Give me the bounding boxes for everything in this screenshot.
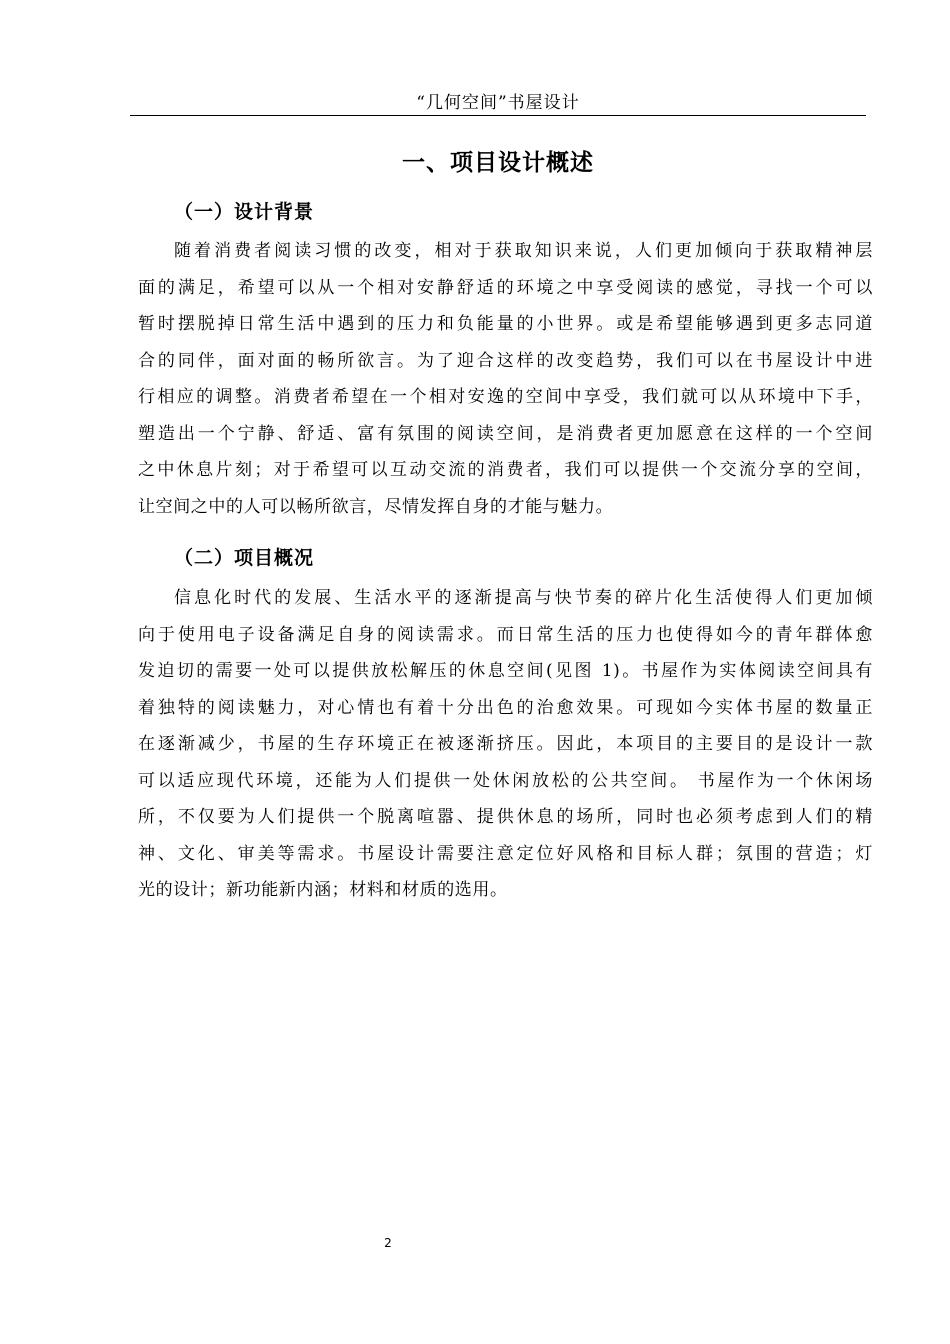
text-line: 塑造出一个宁静、舒适、富有氛围的阅读空间，是消费者更加愿意在这样的一个空间 [138, 423, 873, 444]
text-line: 行相应的调整。消费者希望在一个相对安逸的空间中享受，我们就可以从环境中下手， [138, 387, 873, 407]
subsection-heading-background: （一）设计背景 [174, 201, 315, 223]
text-line: 神、文化、审美等需求。书屋设计需要注意定位好风格和目标人群；氛围的营造；灯 [138, 843, 873, 864]
paragraph-background [138, 233, 873, 525]
text-line: 所，不仅要为人们提供一个脱离喧嚣、提供休息的场所，同时也必须考虑到人们的精 [138, 807, 873, 827]
subsection-heading-overview: （二）项目概况 [174, 547, 315, 569]
section-title: 一、项目设计概述 [402, 150, 594, 176]
text-line: 光的设计；新功能新内涵；材料和材质的选用。 [138, 880, 508, 900]
text-line: 信息化时代的发展、生活水平的逐渐提高与快节奏的碎片化生活使得人们更加倾 [174, 588, 873, 608]
text-line: 向于使用电子设备满足自身的阅读需求。而日常生活的压力也使得如今的青年群体愈 [138, 624, 873, 645]
running-header-title: “几何空间”书屋设计 [416, 93, 580, 113]
text-line: 在逐渐减少，书屋的生存环境正在被逐渐挤压。因此，本项目的主要目的是设计一款 [138, 734, 873, 754]
paragraph-overview [138, 580, 873, 909]
text-line: 面的满足，希望可以从一个相对安静舒适的环境之中享受阅读的感觉，寻找一个可以 [138, 277, 873, 298]
text-line: 合的同伴，面对面的畅所欲言。为了迎合这样的改变趋势，我们可以在书屋设计中进 [138, 350, 873, 371]
text-line: 让空间之中的人可以畅所欲言，尽情发挥自身的才能与魅力。 [138, 496, 614, 517]
text-line: 暂时摆脱掉日常生活中遇到的压力和负能量的小世界。或是希望能够遇到更多志同道 [138, 314, 873, 334]
page-number: 2 [384, 1236, 392, 1250]
text-line: 发迫切的需要一处可以提供放松解压的休息空间(见图 1)。书屋作为实体阅读空间具有 [138, 661, 873, 681]
text-line: 着独特的阅读魅力，对心情也有着十分出色的治愈效果。可现如今实体书屋的数量正 [138, 697, 873, 718]
text-line: 随着消费者阅读习惯的改变，相对于获取知识来说，人们更加倾向于获取精神层 [174, 241, 873, 261]
text-line: 之中休息片刻；对于希望可以互动交流的消费者，我们可以提供一个交流分享的空间， [138, 460, 873, 480]
text-line: 可以适应现代环境，还能为人们提供一处休闲放松的公共空间。 书屋作为一个休闲场 [138, 770, 873, 791]
header-divider [130, 115, 866, 116]
